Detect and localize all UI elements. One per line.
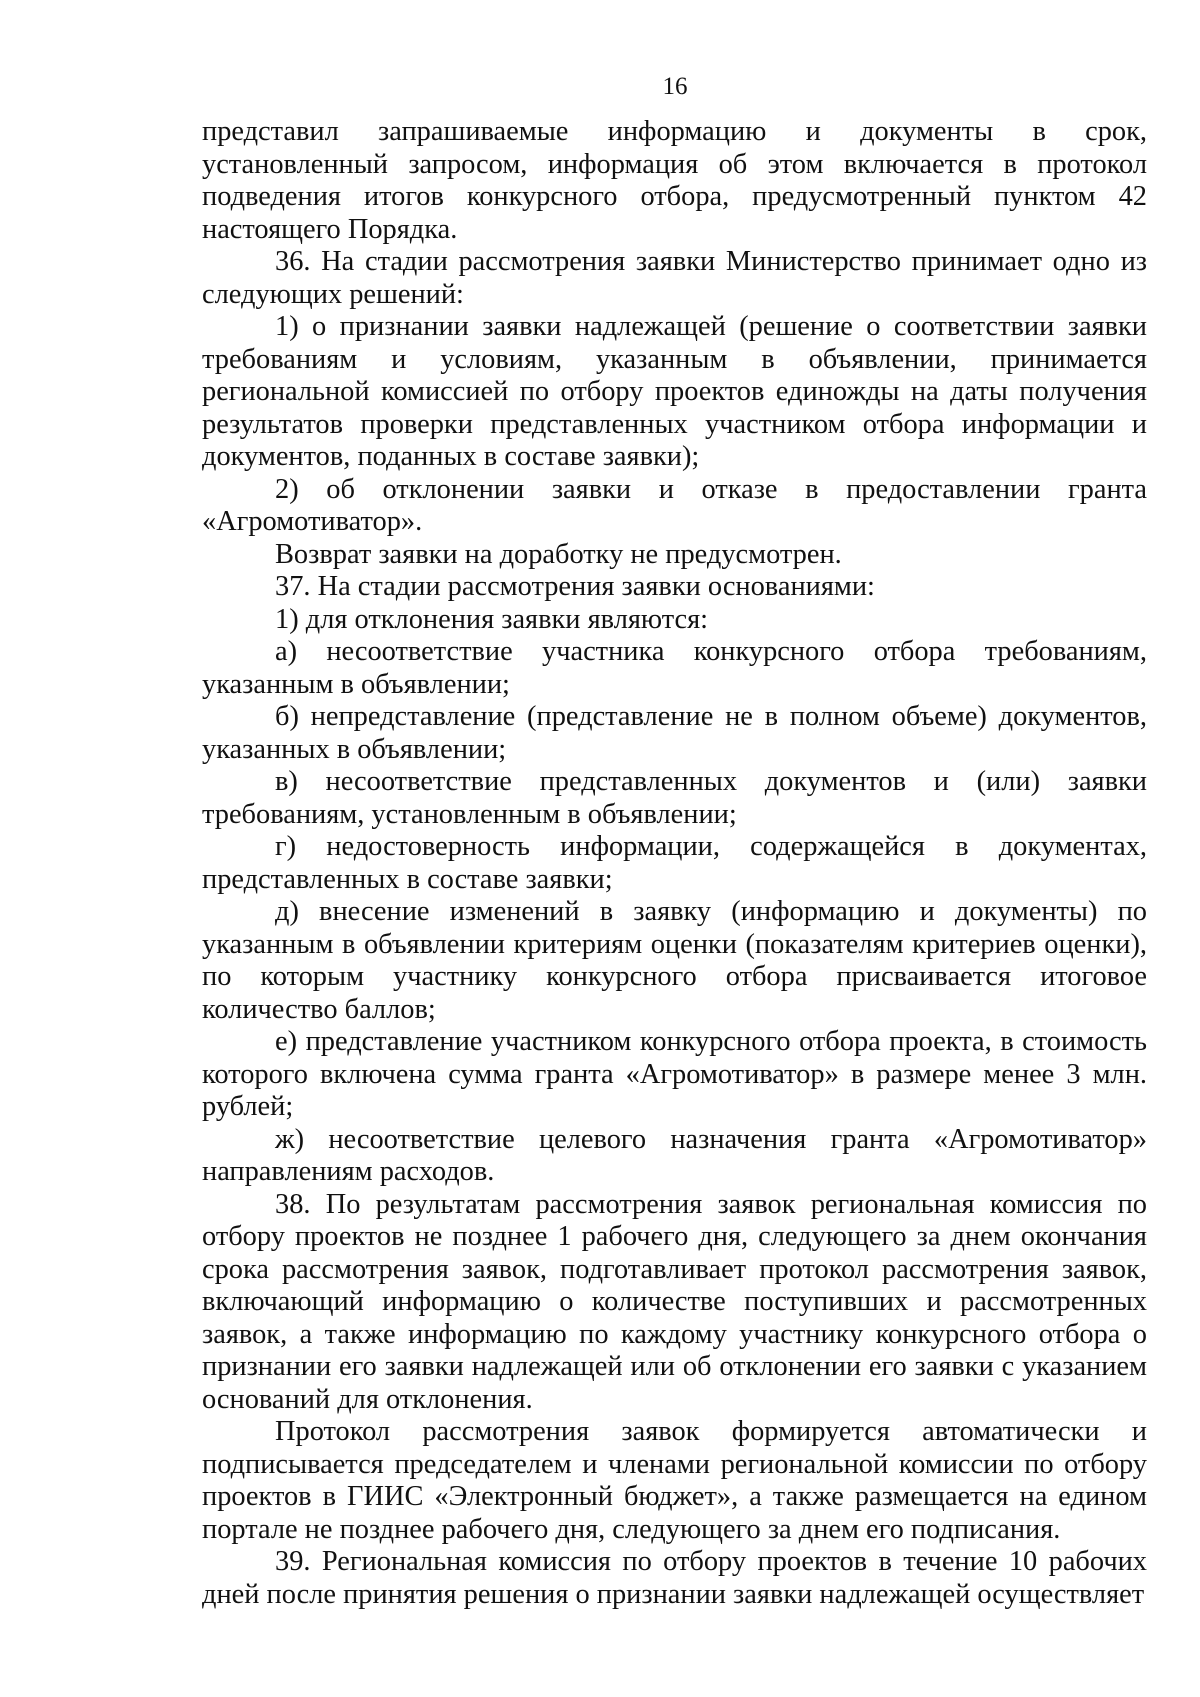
paragraph: б) непредставление (представление не в полном объеме) документов, указанных в объявлении; — [202, 701, 1147, 765]
document-body — [202, 116, 1147, 1611]
paragraph: в) несоответствие представленных документов и (или) заявки требованиям, установленным в объявлении; — [202, 766, 1147, 830]
paragraph: Возврат заявки на доработку не предусмотрен. — [275, 538, 842, 570]
paragraph: 37. На стадии рассмотрения заявки основаниями: — [275, 571, 875, 602]
paragraph: ж) несоответствие целевого назначения гранта «Агромотиватор» направлениям расходов. — [202, 1123, 1147, 1187]
paragraph: 2) об отклонении заявки и отказе в предоставлении гранта «Агромотиватор». — [202, 473, 1147, 537]
page-number: 16 — [662, 73, 688, 100]
paragraph: 1) для отклонения заявки являются: — [275, 603, 709, 635]
paragraph: 1) о признании заявки надлежащей (решение о соответствии заявки требованиям и условиям, указанным в объявлении, принимается региональной комиссией по отбору проектов единожды на даты получения результатов проверки представленных участником отбора информации и документов, поданных в составе заявки); — [202, 311, 1147, 472]
paragraph: д) внесение изменений в заявку (информацию и документы) по указанным в объявлении критериям оценки (показателям критериев оценки), по которым участнику конкурсного отбора присваивается итоговое количество баллов; — [202, 896, 1147, 1025]
paragraph: 38. По результатам рассмотрения заявок региональная комиссия по отбору проектов не позднее 1 рабочего дня, следующего за днем окончания срока рассмотрения заявок, подготавливает протокол рассмотрения заявок, включающий информацию о количестве поступивших и рассмотренных заявок, а также информацию по каждому участнику конкурсного отбора о признании его заявки надлежащей или об отклонении его заявки с указанием оснований для отклонения. — [202, 1188, 1147, 1415]
paragraph: г) недостоверность информации, содержащейся в документах, представленных в составе заявки; — [202, 831, 1147, 895]
paragraph: а) несоответствие участника конкурсного отбора требованиям, указанным в объявлении; — [202, 636, 1147, 700]
paragraph: 36. На стадии рассмотрения заявки Министерство принимает одно из следующих решений: — [202, 246, 1147, 310]
paragraph: Протокол рассмотрения заявок формируется автоматически и подписывается председателем и членами региональной комиссии по отбору проектов в ГИИС «Электронный бюджет», а также размещается на едином портале не позднее рабочего дня, следующего за днем его подписания. — [202, 1416, 1147, 1545]
paragraph: 39. Региональная комиссия по отбору проектов в течение 10 рабочих дней после принятия решения о признании заявки надлежащей осуществляет — [202, 1546, 1147, 1610]
paragraph: представил запрашиваемые информацию и документы в срок, установленный запросом, информация об этом включается в протокол подведения итогов конкурсного отбора, предусмотренный пунктом 42 настоящего Порядка. — [202, 116, 1147, 245]
paragraph: е) представление участником конкурсного отбора проекта, в стоимость которого включена сумма гранта «Агромотиватор» в размере менее 3 млн. рублей; — [202, 1026, 1147, 1122]
